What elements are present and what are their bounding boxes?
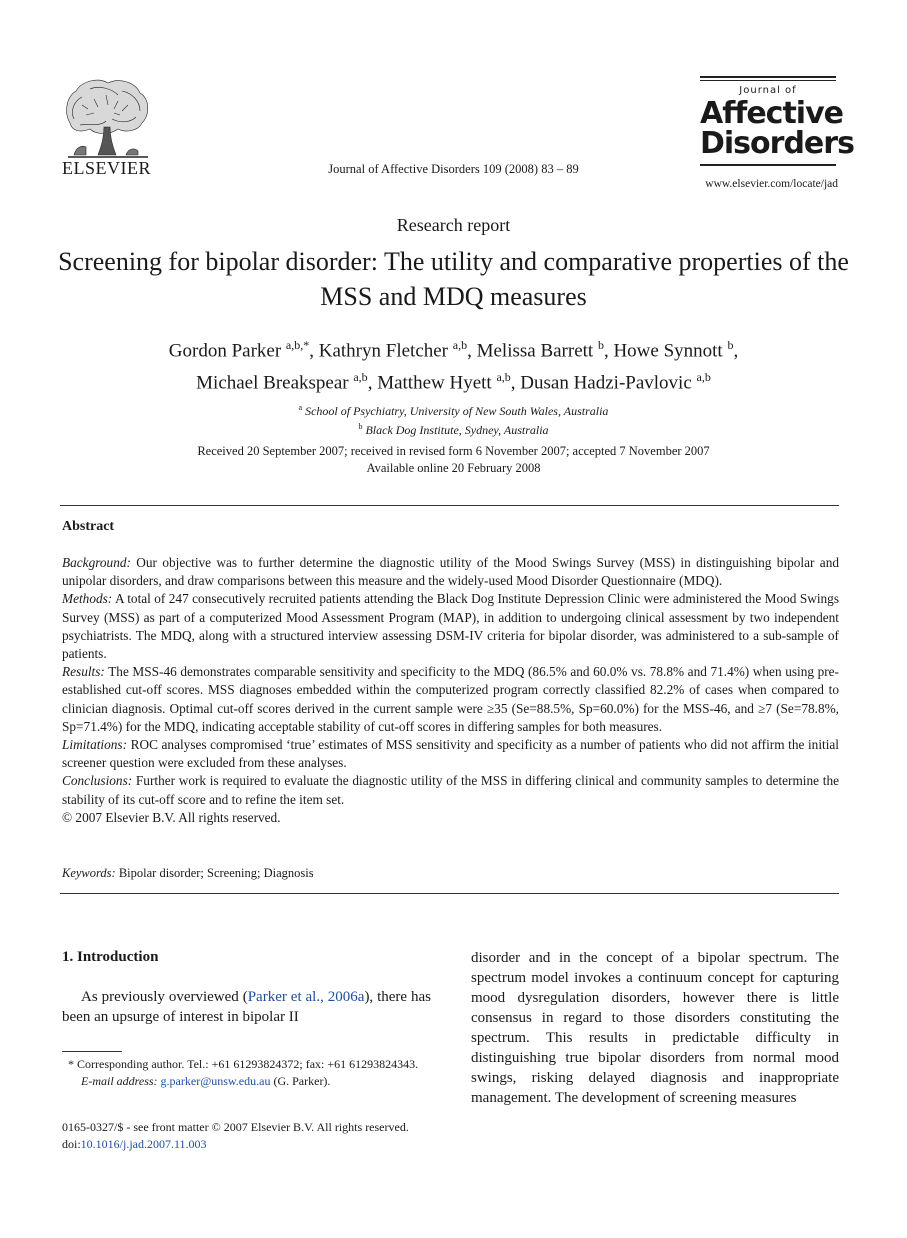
- author-affiliation-mark[interactable]: b: [727, 338, 734, 352]
- abstract-limitations: [62, 736, 839, 772]
- keywords-text: Bipolar disorder; Screening; Diagnosis: [118, 866, 314, 880]
- divider: [60, 893, 839, 894]
- journal-logo: [700, 76, 854, 168]
- author-affiliation-mark[interactable]: a,b: [496, 370, 511, 385]
- keywords: [62, 866, 314, 881]
- abstract-conclusions: [62, 772, 839, 808]
- abstract-text: A total of 247 consecutively recruited patients attending the Black Dog Institute Depression Clinic were administered the Mood Swings Survey (MSS) as part of a computerized Mood Assessment Program (MAP), in addition to undergoing clinical assessment by two independent psychiatrists. The MDQ, along with a structured interview assessing DSM-IV criteria for bipolar disorder, was administered to a sub-sample of patients.: [62, 591, 840, 662]
- author-separator: ,: [309, 340, 319, 362]
- author-name[interactable]: Howe Synnott: [613, 340, 723, 362]
- intro-paragraph-right: disorder and in the concept of a bipolar spectrum. The spectrum model invokes a continuum concept for capturing mood dysregulation disorders, however there is little consensus in regard to those disorders constituting the spectrum. This results in predictable difficulty in distinguishing true bipolar disorders from normal mood swings, risking delayed diagnosis and inappropriate management. The development of screening measures: [471, 950, 839, 1106]
- email-label: E-mail address:: [81, 1073, 158, 1088]
- abstract-results: [62, 663, 839, 736]
- email-note: [62, 1073, 431, 1090]
- author-separator: ,: [367, 372, 378, 394]
- affiliation-b: [0, 419, 907, 438]
- footnote-divider: [62, 1051, 122, 1052]
- doi-link[interactable]: 10.1016/j.jad.2007.11.003: [80, 1137, 207, 1151]
- divider: [60, 505, 839, 506]
- author-name[interactable]: Dusan Hadzi-Pavlovic: [520, 372, 692, 394]
- author-affiliation-mark[interactable]: b: [597, 338, 604, 352]
- abstract-heading: Abstract: [62, 519, 115, 534]
- affiliation-mark: b: [358, 422, 363, 431]
- author-name[interactable]: Melissa Barrett: [476, 340, 594, 362]
- author-line: [60, 364, 847, 396]
- intro-paragraph-left: [62, 987, 431, 1027]
- author-name[interactable]: Kathryn Fletcher: [318, 340, 449, 362]
- journal-logo-line3: Disorders: [700, 126, 854, 161]
- author-list: [60, 332, 847, 397]
- email-suffix: (G. Parker).: [270, 1073, 331, 1088]
- author-affiliation-mark[interactable]: a,b,*: [285, 338, 310, 352]
- article-title: Screening for bipolar disorder: The utility and comparative properties of the MSS and MDQ measures: [58, 247, 849, 311]
- section-heading: 1. Introduction: [62, 949, 159, 965]
- author-separator: ,: [467, 340, 477, 362]
- author-affiliation-mark[interactable]: a,b: [353, 370, 368, 385]
- author-affiliation-mark[interactable]: a,b: [696, 370, 711, 385]
- abstract-label: Conclusions:: [62, 773, 133, 789]
- publisher-name: ELSEVIER: [62, 158, 151, 178]
- section-label: Research report: [396, 215, 511, 235]
- doi-label: doi:: [62, 1137, 81, 1151]
- affiliation-mark: a: [298, 403, 303, 412]
- citation-link[interactable]: Parker et al., 2006a: [247, 989, 365, 1005]
- author-line: [60, 332, 847, 364]
- abstract-label: Background:: [62, 555, 131, 570]
- abstract-label: Limitations:: [62, 737, 128, 753]
- abstract-text: The MSS-46 demonstrates comparable sensitivity and specificity to the MDQ (86.5% and 60.0% vs. 78.8% and 71.4%) when using pre-established cut-off scores. MSS diagnoses embedded within the computerized program correctly classified 82.2% of cases when compared to clinician diagnosis. Optimal cut-off scores derived in the current sample were ≥35 (Se=88.5%, Sp=60.0%) for the MSS-46, and ≥7 (Se=78.8%, Sp=71.4%) for the MDQ, indicating acceptable stability of cut-off scores in differing samples for both measures.: [62, 664, 839, 734]
- affiliations: [0, 400, 907, 438]
- article-history: [0, 443, 907, 477]
- affiliation-text: Black Dog Institute, Sydney, Australia: [365, 423, 549, 437]
- page-footer: [62, 1119, 482, 1153]
- corresponding-author-note: * Corresponding author. Tel.: +61 61293824372; fax: +61 61293824343.: [68, 1057, 419, 1071]
- journal-logo-line1: Journal of: [739, 85, 797, 96]
- received-dates: Received 20 September 2007; received in revised form 6 November 2007; accepted 7 November 2007: [197, 444, 710, 458]
- available-online-date: Available online 20 February 2008: [366, 461, 541, 475]
- abstract-body: [62, 554, 839, 827]
- author-name[interactable]: Michael Breakspear: [196, 372, 349, 394]
- author-separator: ,: [603, 340, 614, 362]
- journal-logo-line2: Affective: [700, 96, 843, 131]
- author-separator: ,: [510, 372, 521, 394]
- abstract-text: ROC analyses compromised ‘true’ estimates of MSS sensitivity and specificity as a number of patients who did not affirm the initial screener question were excluded from these analyses.: [62, 737, 839, 771]
- abstract-text: Further work is required to evaluate the diagnostic utility of the MSS in differing clinical and community samples to determine the stability of its cut-off score and to refine the item set.: [62, 773, 839, 807]
- abstract-text: Our objective was to further determine the diagnostic utility of the Mood Swings Survey (MSS) in distinguishing bipolar and unipolar disorders, and draw comparisons between this measure and the widely-used Mood Disorder Questionnaire (MDQ).: [62, 555, 840, 589]
- email-link[interactable]: g.parker@unsw.edu.au: [160, 1073, 271, 1088]
- footnotes: [62, 1056, 431, 1089]
- author-separator: ,: [733, 340, 739, 362]
- doi-line: [62, 1136, 482, 1153]
- abstract-background: [62, 554, 839, 590]
- body-text: As previously overviewed (: [81, 989, 248, 1005]
- author-name[interactable]: Gordon Parker: [168, 340, 282, 362]
- body-text: ), there has been an upsurge of interest in bipolar II: [62, 989, 431, 1025]
- author-affiliation-mark[interactable]: a,b: [452, 338, 468, 352]
- keywords-label: Keywords:: [62, 866, 116, 880]
- author-name[interactable]: Matthew Hyett: [377, 372, 492, 394]
- issn-line: 0165-0327/$ - see front matter © 2007 Elsevier B.V. All rights reserved.: [62, 1120, 409, 1134]
- abstract-label: Results:: [62, 664, 105, 680]
- journal-url-link[interactable]: www.elsevier.com/locate/jad: [705, 178, 838, 190]
- abstract-label: Methods:: [62, 591, 113, 607]
- copyright: © 2007 Elsevier B.V. All rights reserved.: [62, 809, 281, 825]
- affiliation-text: School of Psychiatry, University of New South Wales, Australia: [305, 404, 609, 418]
- journal-citation: Journal of Affective Disorders 109 (2008) 83 – 89: [328, 162, 579, 176]
- affiliation-a: [0, 400, 907, 419]
- abstract-methods: [62, 590, 839, 663]
